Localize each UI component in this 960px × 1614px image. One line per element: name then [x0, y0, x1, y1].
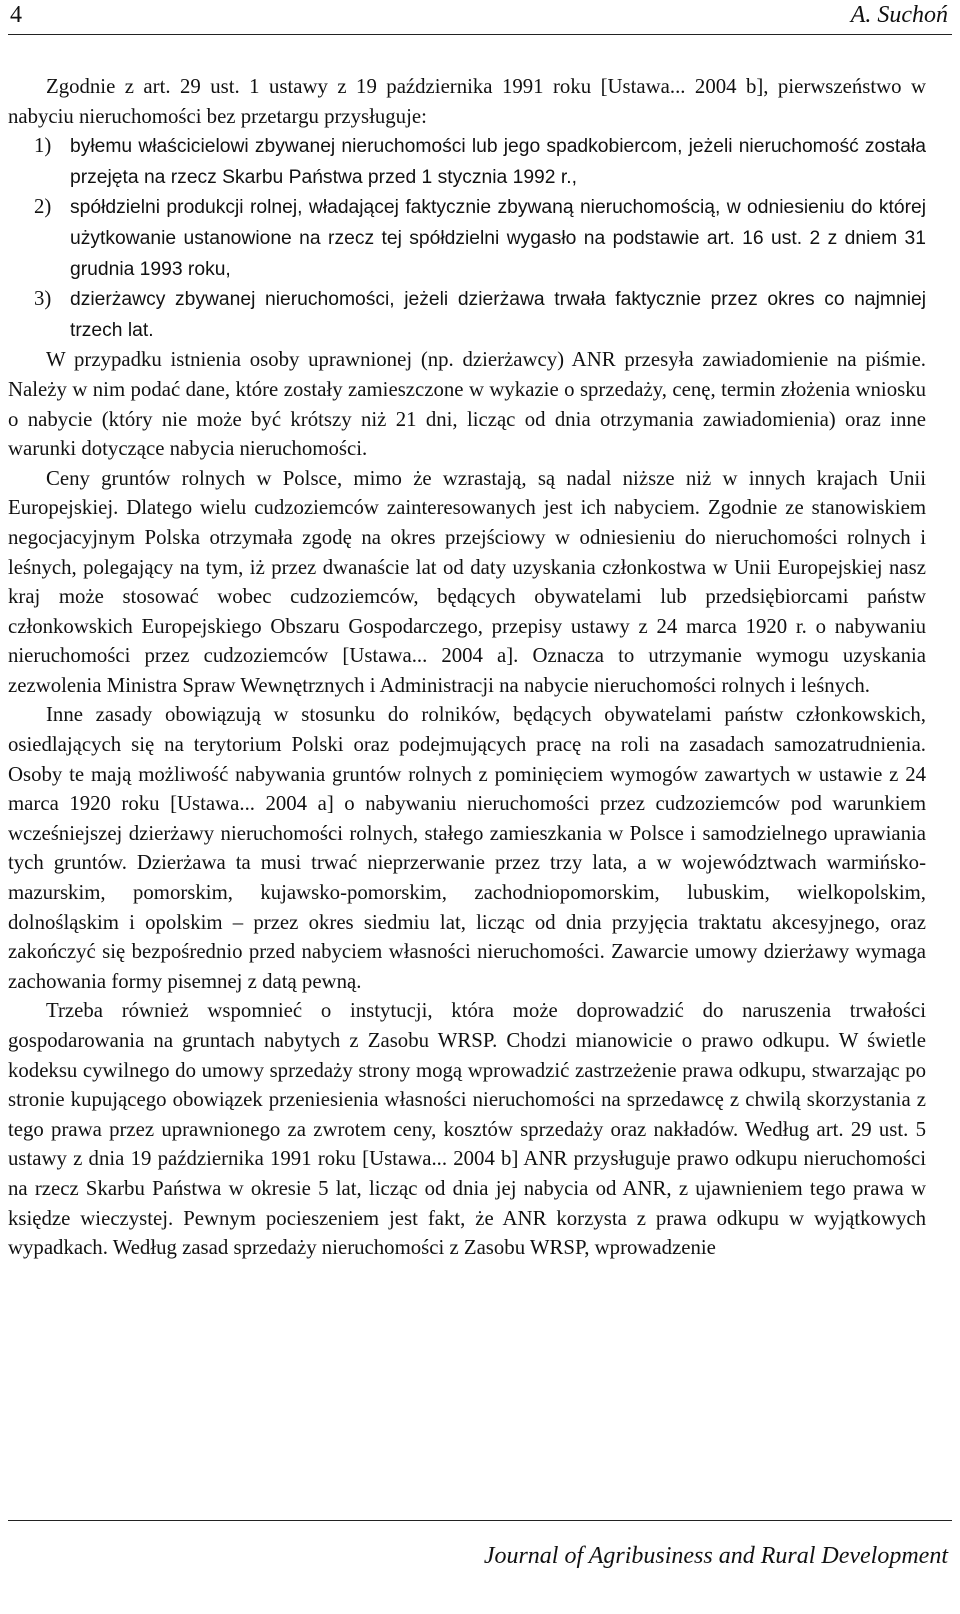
page-number: 4 [10, 2, 22, 28]
article-body [8, 72, 926, 1263]
list-item-text: dzierżawcy zbywanej nieruchomości, jeżeli dzierżawa trwała faktycznie przez okres co najmniej trzech lat. [70, 289, 926, 341]
list-item [8, 192, 926, 284]
paragraph-repurchase-right: Trzeba również wspomnieć o instytucji, która może doprowadzić do naruszenia trwałości gospodarowania na gruntach nabytych z Zasobu WRSP. Chodzi mianowicie o prawo odkupu. W świetle kodeksu cywilnego do umowy sprzedaży strony mogą wprowadzić zastrzeżenie prawa odkupu, stwarzając po stronie kupującego obowiązek przeniesienia własności nieruchomości na sprzedawcę z chwilą skorzystania z tego prawa przez uprawnionego za zwrotem ceny, kosztów sprzedaży oraz nakładów. Według art. 29 ust. 5 ustawy z dnia 19 października 1991 roku [Ustawa... 2004 b] ANR przysługuje prawo odkupu nieruchomości na rzecz Skarbu Państwa w okresie 5 lat, licząc od dnia jej nabycia od ANR, z ujawnieniem tego prawa w księdze wieczystej. Pewnym pocieszeniem jest fakt, że ANR korzysta z prawa odkupu w wyjątkowych wypadkach. Według zasad sprzedaży nieruchomości z Zasobu WRSP, wprowadzenie [8, 999, 926, 1260]
page-header [8, 0, 952, 35]
preemption-list [8, 131, 926, 345]
list-item-number: 2) [34, 195, 52, 219]
paragraph-notification: W przypadku istnienia osoby uprawnionej (np. dzierżawcy) ANR przesyła zawiadomienie na piśmie. Należy w nim podać dane, które zostały zamieszczone w wykazie o sprzedaży, cenę, termin złożenia wniosku o nabycie (który nie może być krótszy niż 21 dni, licząc od dnia otrzymania zawiadomienia) oraz inne warunki dotyczące nabycia nieruchomości. [8, 348, 926, 461]
list-item [8, 284, 926, 345]
list-item-text: byłemu właścicielowi zbywanej nieruchomości lub jego spadkobiercom, jeżeli nieruchomość została przejęta na rzecz Skarbu Państwa przed 1 stycznia 1992 r., [70, 136, 926, 188]
list-item-text: spółdzielni produkcji rolnej, władającej faktycznie zbywaną nieruchomością, w odniesieniu do której użytkowanie ustanowione na rzecz tej spółdzielni wygasło na podstawie art. 16 ust. 2 z dniem 31 grudnia 1993 roku, [70, 197, 926, 280]
intro-paragraph: Zgodnie z art. 29 ust. 1 ustawy z 19 października 1991 roku [Ustawa... 2004 b], pierwszeństwo w nabyciu nieruchomości bez przetargu przysługuje: [8, 75, 926, 128]
journal-title: Journal of Agribusiness and Rural Development [483, 1543, 948, 1569]
list-item-number: 3) [34, 287, 52, 311]
running-head-author: A. Suchoń [850, 2, 948, 28]
paragraph-land-prices: Ceny gruntów rolnych w Polsce, mimo że wzrastają, są nadal niższe niż w innych krajach Unii Europejskiej. Dlatego wielu cudzoziemców zainteresowanych jest ich nabyciem. Zgodnie ze stanowiskiem negocjacyjnym Polska otrzymała zgodę na okres przejściowy w odniesieniu do nieruchomości rolnych i leśnych, polegający na tym, iż przez dwanaście lat od daty uzyskania członkostwa w Unii Europejskiej nasz kraj może stosować wobec cudzoziemców, będących obywatelami lub przedsiębiorcami państw członkowskich Europejskiego Obszaru Gospodarczego, przepisy ustawy z 24 marca 1920 r. o nabywaniu nieruchomości przez cudzoziemców [Ustawa... 2004 a]. Oznacza to utrzymanie wymogu uzyskania zezwolenia Ministra Spraw Wewnętrznych i Administracji na nabycie nieruchomości rolnych i leśnych. [8, 466, 926, 697]
page-footer [8, 1520, 952, 1569]
list-item [8, 131, 926, 192]
paragraph-farmers-rules: Inne zasady obowiązują w stosunku do rolników, będących obywatelami państw członkowskich, osiedlających się na terytorium Polski oraz podejmujących pracę na roli na zasadach samozatrudnienia. Osoby te mają możliwość nabywania gruntów rolnych z pominięciem wymogów zawartych w ustawie z 24 marca 1920 roku [Ustawa... 2004 a] o nabywaniu nieruchomości przez cudzoziemców pod warunkiem wcześniejszej dzierżawy nieruchomości rolnych, stałego zamieszkania w Polsce i samodzielnego uprawiania tych gruntów. Dzierżawa ta musi trwać nieprzerwanie przez trzy lata, a w województwach warmińsko-mazurskim, pomorskim, kujawsko-pomorskim, zachodniopomorskim, lubuskim, wielkopolskim, dolnośląskim i opolskim – przez okres siedmiu lat, licząc od dnia przyjęcia traktatu akcesyjnego, oraz zakończyć się bezpośrednio przed nabyciem własności nieruchomości. Zawarcie umowy dzierżawy wymaga zachowania formy pisemnej z datą pewną. [8, 703, 926, 993]
list-item-number: 1) [34, 134, 52, 158]
